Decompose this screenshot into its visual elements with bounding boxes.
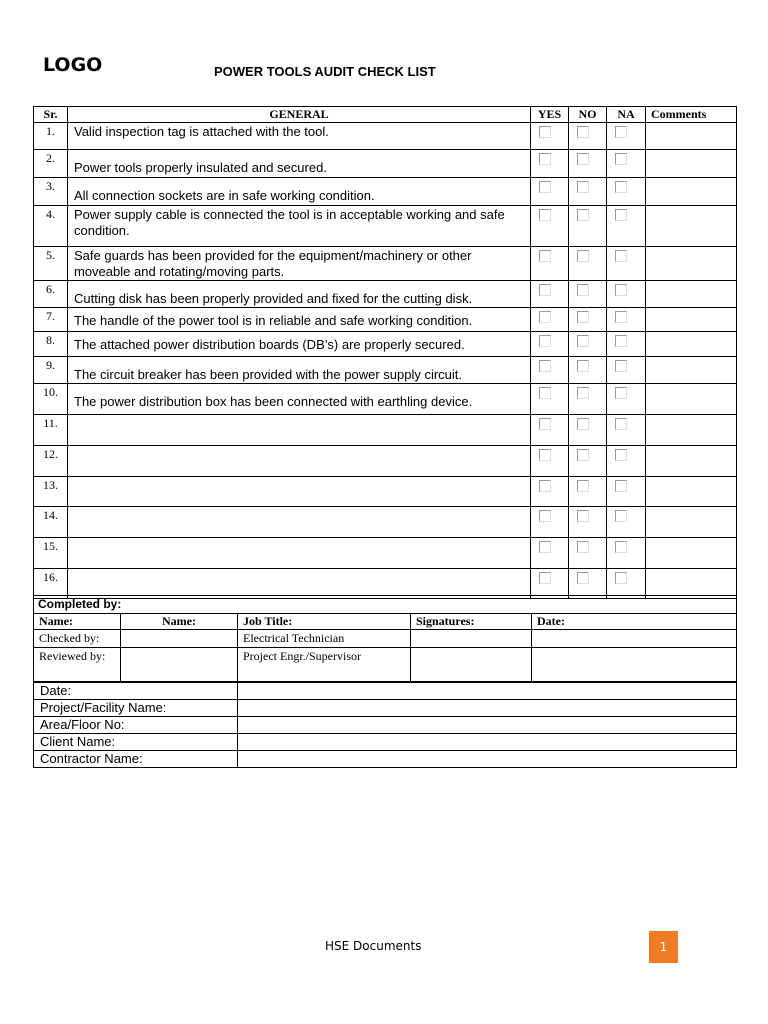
- no-checkbox[interactable]: [577, 541, 589, 553]
- check-item-text: All connection sockets are in safe working condition.: [68, 178, 531, 206]
- no-cell: [569, 150, 607, 178]
- na-checkbox[interactable]: [615, 480, 627, 492]
- checklist-row: [34, 206, 737, 247]
- checklist-row: [34, 123, 737, 150]
- comments-cell[interactable]: [646, 308, 737, 332]
- row-number: 10.: [34, 384, 68, 415]
- yes-checkbox[interactable]: [539, 418, 551, 430]
- yes-checkbox[interactable]: [539, 284, 551, 296]
- checklist-row: [34, 415, 737, 446]
- no-cell: [569, 308, 607, 332]
- comments-cell[interactable]: [646, 384, 737, 415]
- na-cell: [607, 446, 646, 477]
- comments-cell[interactable]: [646, 123, 737, 150]
- checklist-row: [34, 477, 737, 507]
- na-checkbox[interactable]: [615, 250, 627, 262]
- yes-checkbox[interactable]: [539, 480, 551, 492]
- yes-checkbox[interactable]: [539, 209, 551, 221]
- info-label: Contractor Name:: [34, 751, 238, 768]
- reviewed-by-signature[interactable]: [411, 648, 532, 682]
- na-checkbox[interactable]: [615, 510, 627, 522]
- yes-checkbox[interactable]: [539, 449, 551, 461]
- yes-cell: [531, 206, 569, 247]
- comments-cell[interactable]: [646, 446, 737, 477]
- row-number: 2.: [34, 150, 68, 178]
- col-header-general: GENERAL: [68, 107, 531, 123]
- na-checkbox[interactable]: [615, 572, 627, 584]
- yes-cell: [531, 507, 569, 538]
- check-item-text: Safe guards has been provided for the equipment/machinery or other moveable and rotating/moving parts.: [68, 247, 531, 281]
- na-checkbox[interactable]: [615, 209, 627, 221]
- row-number: 1.: [34, 123, 68, 150]
- na-cell: [607, 150, 646, 178]
- yes-cell: [531, 247, 569, 281]
- check-item-text: The attached power distribution boards (DB’s) are properly secured.: [68, 332, 531, 357]
- row-number: 16.: [34, 569, 68, 599]
- col-header-job-title: Job Title:: [238, 614, 411, 630]
- checked-by-row: [34, 630, 737, 648]
- info-value[interactable]: [238, 717, 737, 734]
- info-label: Date:: [34, 683, 238, 700]
- no-cell: [569, 178, 607, 206]
- no-checkbox[interactable]: [577, 126, 589, 138]
- no-cell: [569, 357, 607, 384]
- comments-cell[interactable]: [646, 150, 737, 178]
- checklist-row: [34, 332, 737, 357]
- no-cell: [569, 507, 607, 538]
- yes-checkbox[interactable]: [539, 335, 551, 347]
- yes-cell: [531, 178, 569, 206]
- yes-cell: [531, 150, 569, 178]
- no-checkbox[interactable]: [577, 418, 589, 430]
- checklist-header-row: [34, 107, 737, 123]
- footer-text: HSE Documents: [325, 939, 422, 953]
- yes-checkbox[interactable]: [539, 541, 551, 553]
- comments-cell[interactable]: [646, 507, 737, 538]
- row-number: 5.: [34, 247, 68, 281]
- info-value[interactable]: [238, 683, 737, 700]
- checklist-row: [34, 538, 737, 569]
- comments-cell[interactable]: [646, 477, 737, 507]
- yes-checkbox[interactable]: [539, 510, 551, 522]
- no-checkbox[interactable]: [577, 311, 589, 323]
- row-number: 6.: [34, 281, 68, 308]
- reviewed-by-name[interactable]: [121, 648, 238, 682]
- check-item-text: Cutting disk has been properly provided and fixed for the cutting disk.: [68, 281, 531, 308]
- completed-by-heading: Completed by:: [34, 596, 737, 614]
- row-number: 14.: [34, 507, 68, 538]
- comments-cell[interactable]: [646, 415, 737, 446]
- na-checkbox[interactable]: [615, 387, 627, 399]
- yes-checkbox[interactable]: [539, 387, 551, 399]
- checklist-row: [34, 178, 737, 206]
- logo: LOGO: [43, 54, 103, 76]
- yes-cell: [531, 538, 569, 569]
- info-row: [34, 734, 737, 751]
- row-number: 13.: [34, 477, 68, 507]
- na-cell: [607, 308, 646, 332]
- na-checkbox[interactable]: [615, 360, 627, 372]
- reviewed-by-date[interactable]: [532, 648, 737, 682]
- checklist-row: [34, 308, 737, 332]
- no-cell: [569, 446, 607, 477]
- na-checkbox[interactable]: [615, 335, 627, 347]
- comments-cell[interactable]: [646, 206, 737, 247]
- na-checkbox[interactable]: [615, 284, 627, 296]
- info-row: [34, 717, 737, 734]
- checklist-table: [33, 106, 737, 599]
- yes-checkbox[interactable]: [539, 572, 551, 584]
- no-cell: [569, 415, 607, 446]
- completed-by-table: [33, 595, 737, 682]
- na-cell: [607, 507, 646, 538]
- na-cell: [607, 415, 646, 446]
- na-checkbox[interactable]: [615, 418, 627, 430]
- info-row: [34, 751, 737, 768]
- yes-checkbox[interactable]: [539, 181, 551, 193]
- info-row: [34, 700, 737, 717]
- info-row: [34, 683, 737, 700]
- comments-cell[interactable]: [646, 247, 737, 281]
- completed-header-row: [34, 614, 737, 630]
- na-cell: [607, 206, 646, 247]
- na-cell: [607, 281, 646, 308]
- no-checkbox[interactable]: [577, 387, 589, 399]
- page-title: POWER TOOLS AUDIT CHECK LIST: [214, 64, 436, 79]
- no-cell: [569, 281, 607, 308]
- na-cell: [607, 332, 646, 357]
- info-value[interactable]: [238, 751, 737, 768]
- col-header-yes: YES: [531, 107, 569, 123]
- comments-cell[interactable]: [646, 357, 737, 384]
- yes-cell: [531, 569, 569, 599]
- no-checkbox[interactable]: [577, 572, 589, 584]
- na-checkbox[interactable]: [615, 126, 627, 138]
- check-item-text: [68, 538, 531, 569]
- check-item-text: The handle of the power tool is in reliable and safe working condition.: [68, 308, 531, 332]
- no-checkbox[interactable]: [577, 153, 589, 165]
- no-checkbox[interactable]: [577, 209, 589, 221]
- comments-cell[interactable]: [646, 569, 737, 599]
- na-cell: [607, 477, 646, 507]
- no-checkbox[interactable]: [577, 284, 589, 296]
- col-header-comments: Comments: [646, 107, 737, 123]
- na-cell: [607, 538, 646, 569]
- na-checkbox[interactable]: [615, 181, 627, 193]
- yes-checkbox[interactable]: [539, 126, 551, 138]
- na-checkbox[interactable]: [615, 541, 627, 553]
- check-item-text: The circuit breaker has been provided with the power supply circuit.: [68, 357, 531, 384]
- info-label: Project/Facility Name:: [34, 700, 238, 717]
- col-header-na: NA: [607, 107, 646, 123]
- checklist-row: [34, 384, 737, 415]
- col-header-role: Name:: [34, 614, 121, 630]
- comments-cell[interactable]: [646, 332, 737, 357]
- check-item-text: Valid inspection tag is attached with the tool.: [68, 123, 531, 150]
- no-checkbox[interactable]: [577, 449, 589, 461]
- no-cell: [569, 206, 607, 247]
- page-number-badge: 1: [649, 931, 678, 963]
- yes-cell: [531, 357, 569, 384]
- checklist-row: [34, 247, 737, 281]
- col-header-date: Date:: [532, 614, 737, 630]
- no-cell: [569, 123, 607, 150]
- comments-cell[interactable]: [646, 178, 737, 206]
- info-label: Area/Floor No:: [34, 717, 238, 734]
- no-checkbox[interactable]: [577, 510, 589, 522]
- no-cell: [569, 538, 607, 569]
- checklist-row: [34, 150, 737, 178]
- no-cell: [569, 247, 607, 281]
- na-cell: [607, 569, 646, 599]
- col-header-name: Name:: [121, 614, 238, 630]
- checked-by-date[interactable]: [532, 630, 737, 648]
- info-value[interactable]: [238, 700, 737, 717]
- check-item-text: Power supply cable is connected the tool is in acceptable working and safe condition.: [68, 206, 531, 247]
- check-item-text: [68, 415, 531, 446]
- checklist-row: [34, 357, 737, 384]
- check-item-text: The power distribution box has been connected with earthling device.: [68, 384, 531, 415]
- completed-by-heading-row: [34, 596, 737, 614]
- row-number: 3.: [34, 178, 68, 206]
- yes-cell: [531, 384, 569, 415]
- yes-cell: [531, 123, 569, 150]
- checklist-row: [34, 281, 737, 308]
- checked-by-name[interactable]: [121, 630, 238, 648]
- check-item-text: [68, 446, 531, 477]
- checked-by-label: Checked by:: [34, 630, 121, 648]
- checklist-row: [34, 446, 737, 477]
- yes-cell: [531, 477, 569, 507]
- comments-cell[interactable]: [646, 538, 737, 569]
- row-number: 12.: [34, 446, 68, 477]
- info-value[interactable]: [238, 734, 737, 751]
- na-cell: [607, 178, 646, 206]
- col-header-no: NO: [569, 107, 607, 123]
- na-cell: [607, 247, 646, 281]
- no-cell: [569, 569, 607, 599]
- no-checkbox[interactable]: [577, 181, 589, 193]
- reviewed-by-label: Reviewed by:: [34, 648, 121, 682]
- yes-cell: [531, 281, 569, 308]
- checked-by-signature[interactable]: [411, 630, 532, 648]
- row-number: 8.: [34, 332, 68, 357]
- no-checkbox[interactable]: [577, 360, 589, 372]
- checklist-row: [34, 569, 737, 599]
- yes-cell: [531, 332, 569, 357]
- col-header-signatures: Signatures:: [411, 614, 532, 630]
- checked-by-job-title: Electrical Technician: [238, 630, 411, 648]
- checklist-row: [34, 507, 737, 538]
- yes-checkbox[interactable]: [539, 153, 551, 165]
- yes-checkbox[interactable]: [539, 250, 551, 262]
- row-number: 7.: [34, 308, 68, 332]
- no-checkbox[interactable]: [577, 480, 589, 492]
- reviewed-by-job-title: Project Engr./Supervisor: [238, 648, 411, 682]
- yes-cell: [531, 308, 569, 332]
- na-cell: [607, 123, 646, 150]
- yes-cell: [531, 415, 569, 446]
- no-cell: [569, 477, 607, 507]
- project-info-table: [33, 682, 737, 768]
- na-checkbox[interactable]: [615, 153, 627, 165]
- check-item-text: [68, 569, 531, 599]
- comments-cell[interactable]: [646, 281, 737, 308]
- col-header-sr: Sr.: [34, 107, 68, 123]
- row-number: 4.: [34, 206, 68, 247]
- check-item-text: [68, 477, 531, 507]
- reviewed-by-row: [34, 648, 737, 682]
- no-cell: [569, 332, 607, 357]
- na-checkbox[interactable]: [615, 449, 627, 461]
- yes-checkbox[interactable]: [539, 311, 551, 323]
- check-item-text: [68, 507, 531, 538]
- row-number: 11.: [34, 415, 68, 446]
- info-label: Client Name:: [34, 734, 238, 751]
- yes-checkbox[interactable]: [539, 360, 551, 372]
- na-checkbox[interactable]: [615, 311, 627, 323]
- check-item-text: Power tools properly insulated and secured.: [68, 150, 531, 178]
- na-cell: [607, 357, 646, 384]
- na-cell: [607, 384, 646, 415]
- yes-cell: [531, 446, 569, 477]
- row-number: 9.: [34, 357, 68, 384]
- no-cell: [569, 384, 607, 415]
- no-checkbox[interactable]: [577, 335, 589, 347]
- no-checkbox[interactable]: [577, 250, 589, 262]
- row-number: 15.: [34, 538, 68, 569]
